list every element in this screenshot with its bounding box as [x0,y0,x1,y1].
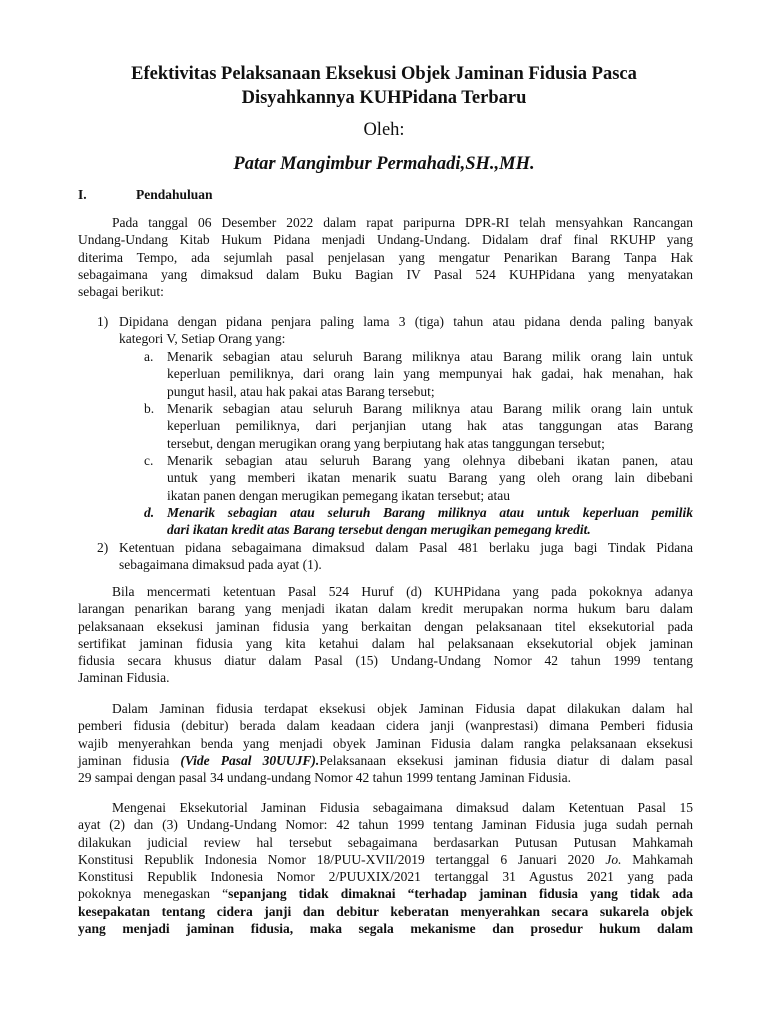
list-line: sebagaimana dimaksud pada ayat (1). [119,557,322,573]
sub-item-label: a. [144,349,154,364]
sub-item-line: dari ikatan kredit atas Barang tersebut dengan merugikan pemegang kredit. [167,522,591,538]
list-item-2 [97,539,693,575]
legal-reference: (Vide Pasal 30UUJF). [180,752,320,768]
paragraph-1 [78,214,693,300]
section-heading [78,186,213,204]
title-line-1: Efektivitas Pelaksanaan Eksekusi Objek Jaminan Fidusia Pasca [131,64,637,84]
paragraph-line: dilakukan judicial review hal tersebut sebagaimana berdasarkan Putusan Putusan Mahkamah [78,834,693,850]
sub-item-a [144,348,693,400]
paragraph-text: Pelaksanaan eksekusi jaminan fidusia diatur di dalam pasal [319,752,694,768]
sub-item-line: Menarik sebagian atau seluruh Barang miliknya atau Barang milik orang lain untuk [167,349,693,364]
sub-item-line: pungut hasil, atau hak pakai atas Barang tersebut; [167,383,435,399]
sub-item-line: untuk yang memberi ikatan menarik suatu Barang yang oleh orang lain dibebani [167,470,693,486]
list-label: 1) [97,314,109,329]
sub-item-line: keperluan pemiliknya, dari perjanjian utang hak atas tanggungan atas Barang [167,418,693,434]
paragraph-line: sebagai berikut: [78,284,164,300]
paragraph-line: ayat (2) dan (3) Undang-Undang Nomor: 42 tahun 1999 tentang Jaminan Fidusia juga sudah pernah [78,817,693,833]
section-number: I. [78,187,87,202]
sub-item-line: Menarik sebagian atau seluruh Barang miliknya atau untuk keperluan pemilik [167,505,693,520]
paragraph-line-bold: kesepakatan tentang cidera janji dan debitur keberatan menyerahkan secara sukarela objek [78,903,693,919]
paragraph-4 [78,799,693,937]
document-title [60,62,708,110]
paragraph-line: wajib menyerahkan benda yang menjadi obyek Jaminan Fidusia dalam rangka pelaksanaan eksekusi [78,735,693,751]
author-name: Patar Mangimbur Permahadi,SH.,MH. [233,154,535,174]
paragraph-line: fidusia secara khusus diatur dalam Pasal (15) Undang-Undang Nomor 42 tahun 1999 tentang [78,653,693,669]
list-line: Dipidana dengan pidana penjara paling lama 3 (tiga) tahun atau pidana denda paling banyak [119,314,693,329]
paragraph-line: Pada tanggal 06 Desember 2022 dalam rapat paripurna DPR-RI telah mensyahkan Rancangan [112,215,693,230]
by-label: Oleh: [363,120,405,140]
paragraph-line: diterima Tempo, ada sejumlah pasal penjelasan yang mengatur Penarikan Barang Tanpa Hak [78,249,693,265]
paragraph-line [78,752,693,769]
paragraph-line: Mengenai Eksekutorial Jaminan Fidusia sebagaimana dimaksud dalam Ketentuan Pasal 15 [112,800,693,815]
list-line: Ketentuan pidana sebagaimana dimaksud dalam Pasal 481 berlaku juga bagi Tindak Pidana [119,540,693,555]
paragraph-line: pelaksanaan eksekusi jaminan fidusia yang berkaitan dengan pelaksanaan titel eksekutorial pada [78,618,693,634]
paragraph-line: larangan penarikan barang yang menjadi ikatan dalam kredit merupakan norma hukum baru dalam [78,601,693,617]
sub-item-label: b. [144,401,155,416]
sub-item-label: c. [144,453,154,468]
paragraph-3 [78,700,693,786]
title-line-2: Disyahkannya KUHPidana Terbaru [241,88,527,108]
paragraph-line: Undang-Undang Kitab Hukum Pidana menjadi Undang-Undang. Didalam draf final RKUHP yang [78,232,693,248]
sub-item-line: Menarik sebagian atau seluruh Barang miliknya atau Barang milik orang lain untuk [167,401,693,416]
paragraph-text: jaminan fidusia [78,752,181,768]
list-label: 2) [97,540,109,555]
paragraph-line [78,885,693,902]
sub-item-line: Menarik sebagian atau seluruh Barang yang olehnya dibebani ikatan panen, atau [167,453,693,468]
paragraph-2 [78,583,693,687]
paragraph-line: 29 sampai dengan pasal 34 undang-undang Nomor 42 tahun 1999 tentang Jaminan Fidusia. [78,770,572,786]
sub-item-line: ikatan panen dengan merugikan pemegang ikatan tersebut; atau [167,487,510,503]
sub-item-label: d. [144,505,155,520]
paragraph-line: sertifikat jaminan fidusia yang kita ketahui dalam hal pelaksanaan eksekutorial objek jaminan [78,635,693,651]
paragraph-italic: Jo. [605,851,622,867]
paragraph-line: Bila mencermati ketentuan Pasal 524 Huruf (d) KUHPidana yang pada pokoknya adanya [112,584,693,599]
paragraph-text: Konstitusi Republik Indonesia Nomor 18/PUU-XVII/2019 tertanggal 6 Januari 2020 [78,851,606,867]
paragraph-line: pemberi fidusia (debitur) berada dalam keadaan cidera janji (wanprestasi) dimana Pemberi fidusia [78,718,693,734]
list-line: kategori V, Setiap Orang yang: [119,331,286,347]
paragraph-text: pokoknya menegaskan “ [78,886,229,902]
sub-item-d [144,504,693,540]
paragraph-line: Jaminan Fidusia. [78,670,170,686]
sub-item-line: tersebut, dengan merugikan orang yang berpiutang hak atas tanggungan tersebut; [167,435,605,451]
paragraph-text: Mahkamah [621,851,693,867]
section-title: Pendahuluan [136,187,213,202]
paragraph-line: Dalam Jaminan fidusia terdapat eksekusi objek Jaminan Fidusia dapat dilakukan dalam hal [112,701,693,716]
paragraph-line: Konstitusi Republik Indonesia Nomor 2/PUUXIX/2021 tertanggal 31 Agustus 2021 yang pada [78,869,693,885]
paragraph-line: sebagaimana yang dimaksud dalam Buku Bagian IV Pasal 524 KUHPidana yang menyatakan [78,266,693,282]
paragraph-line [78,851,693,868]
sub-item-line: keperluan pemiliknya, dari orang lain yang mempunyai hak gadai, hak menahan, hak [167,366,693,382]
paragraph-bold: sepanjang tidak dimaknai “terhadap jaminan fidusia yang tidak ada [228,886,693,902]
sub-item-b [144,400,693,452]
sub-item-c [144,452,693,504]
paragraph-line-bold: yang menjadi jaminan fidusia, maka segala mekanisme dan prosedur hukum dalam [78,921,693,937]
